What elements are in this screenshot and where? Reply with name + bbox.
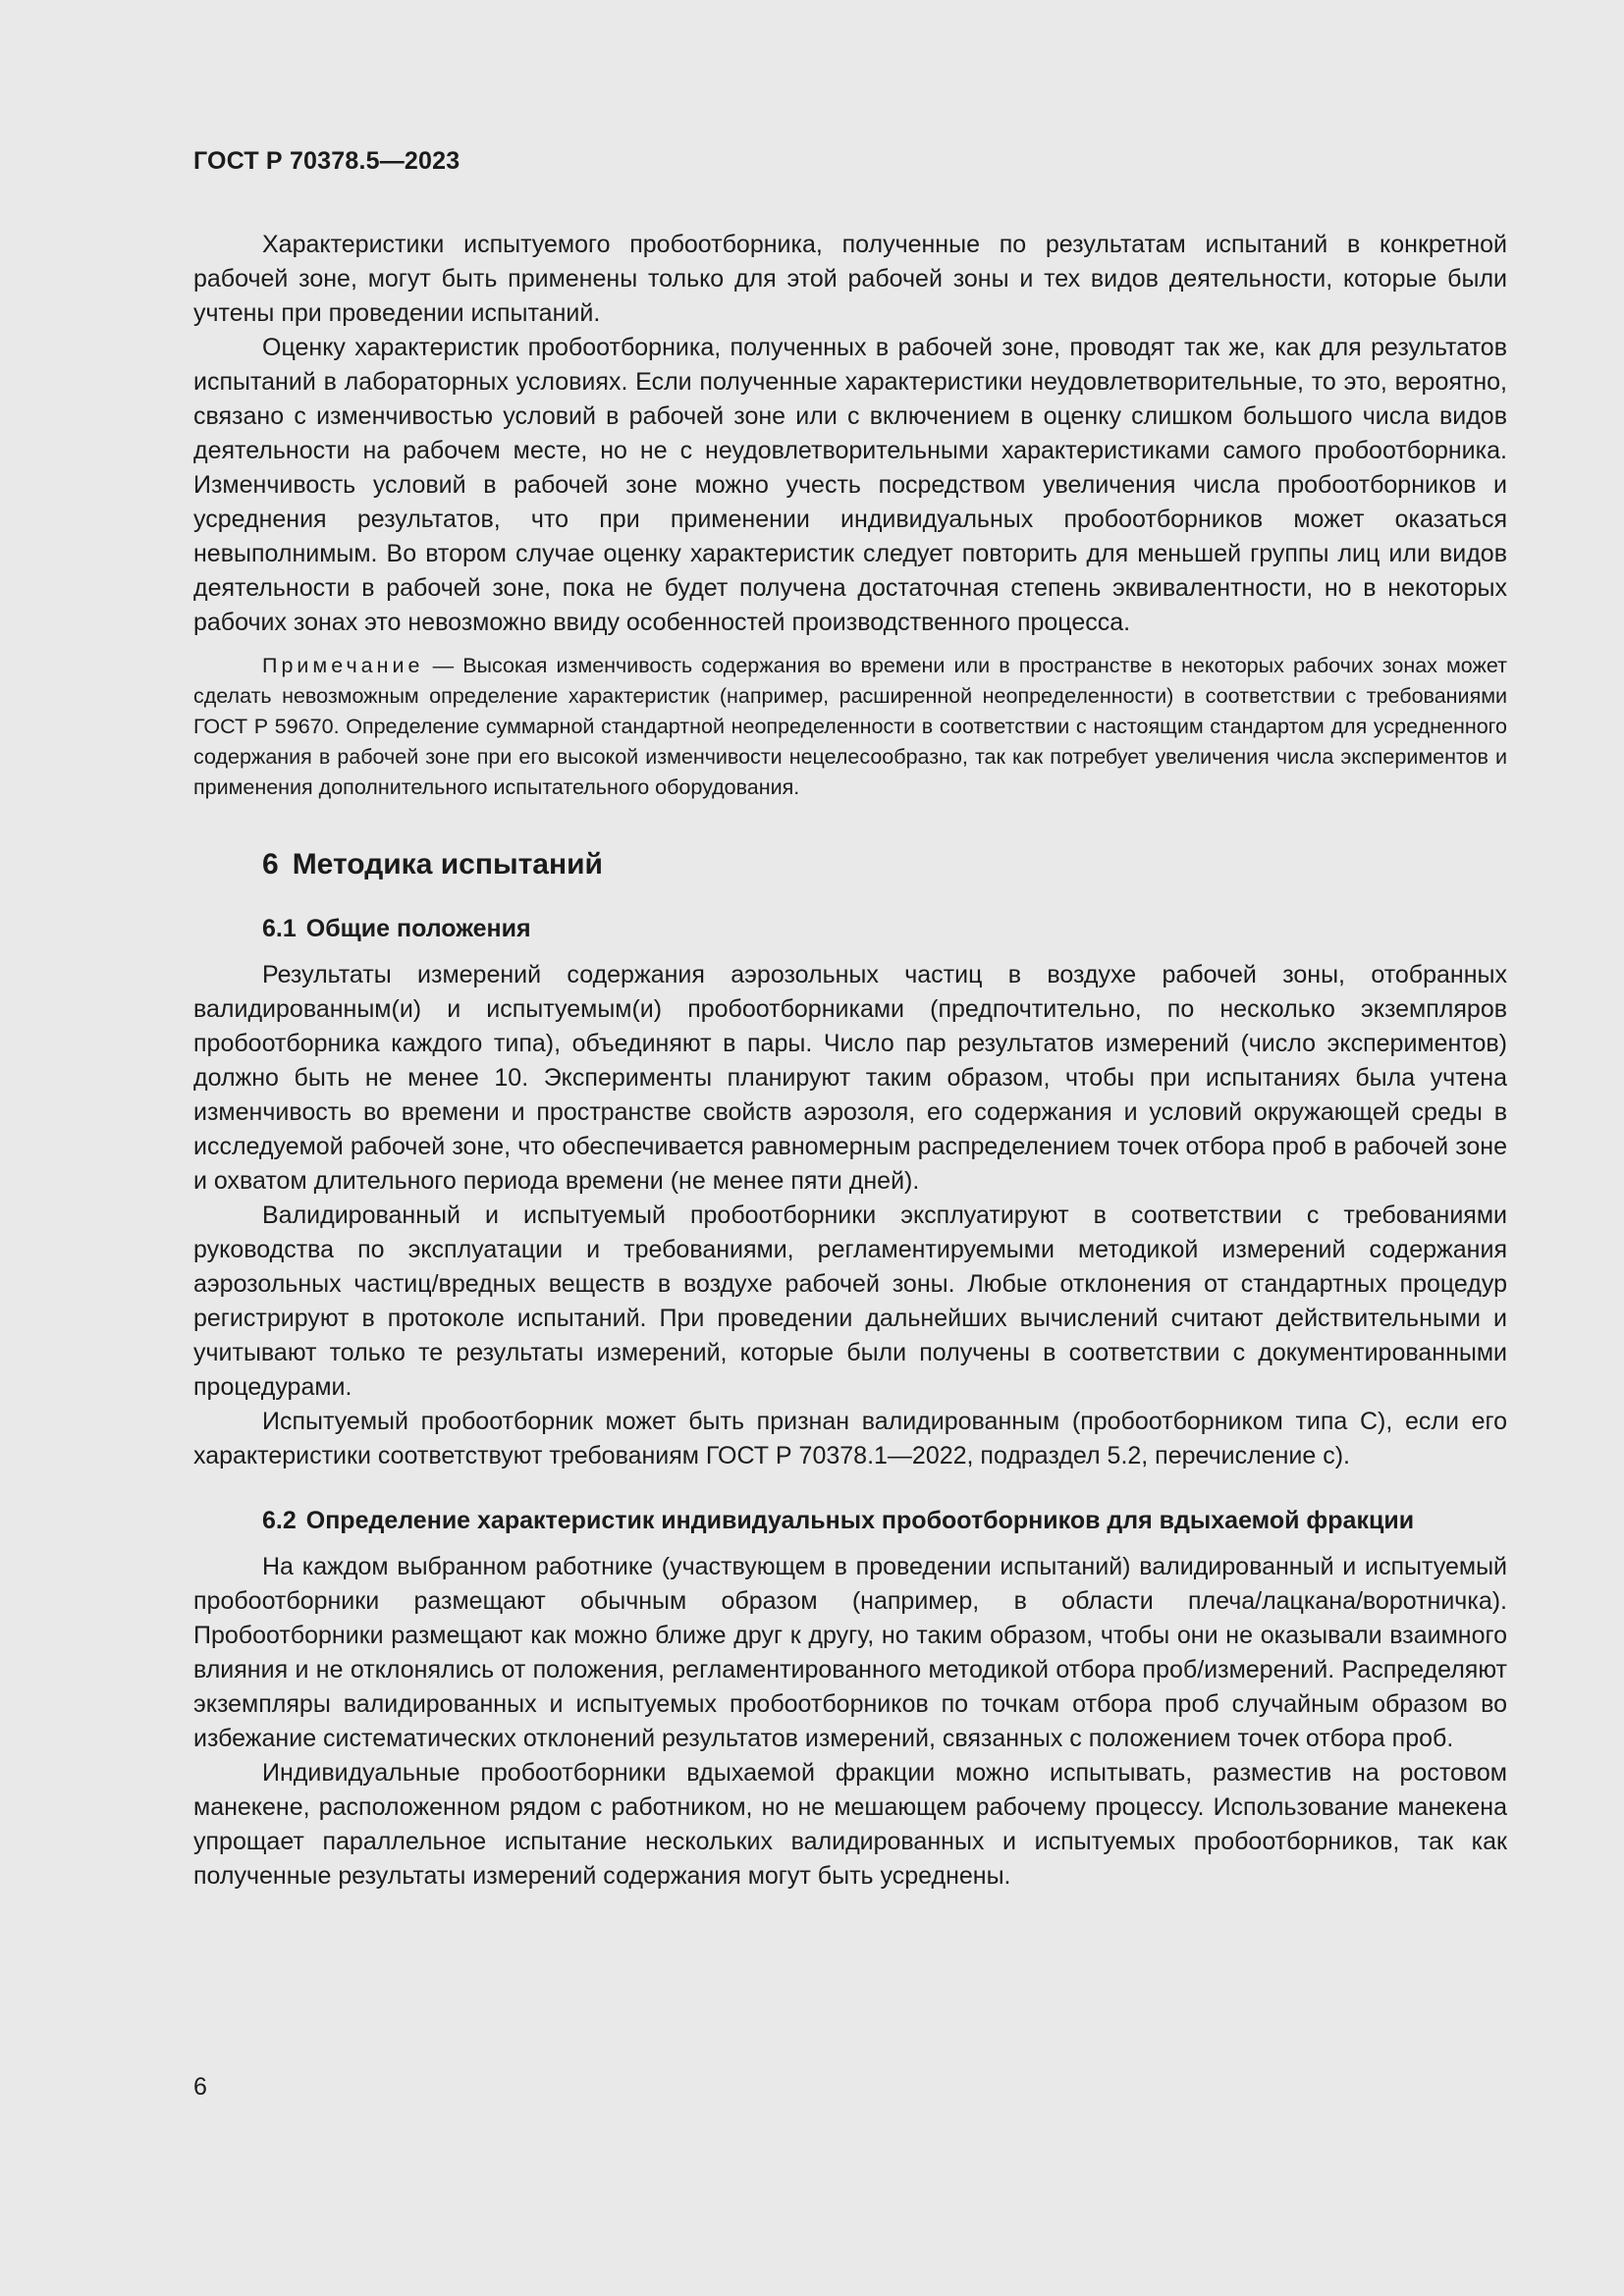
note-label: Примечание [262,654,424,677]
section-heading [262,845,1507,884]
page-content [193,228,1507,1894]
page-number: 6 [193,2073,207,2101]
note-text: — Высокая изменчивость содержания во времени или в пространстве в некоторых рабочих зонах может сделать невозможным определение характеристик (например, расширенной неопределенности) в соответствии с требованиями ГОСТ Р 59670. Определение суммарной стандартной неопределенности в соответствии с настоящим стандартом для усредненного содержания в рабочей зоне при его высокой изменчивости нецелесообразно, так как потребует увеличения числа экспериментов и применения дополнительного испытательного оборудования. [193,654,1507,799]
section-title: Методика испытаний [292,848,603,881]
paragraph: На каждом выбранном работнике (участвующем в проведении испытаний) валидированный и испытуемый пробоотборники размещают обычным образом (например, в области плеча/лацкана/воротничка). Пробоотборники размещают как можно ближе друг к другу, но таким образом, чтобы они не оказывали взаимного влияния и не отклонялись от положения, регламентированного методикой отбора проб/измерений. Распределяют экземпляры валидированных и испытуемых пробоотборников по точкам отбора проб случайным образом во избежание систематических отклонений результатов измерений, связанных с положением точек отбора проб. [193,1553,1507,1752]
paragraph: Индивидуальные пробоотборники вдыхаемой фракции можно испытывать, разместив на ростовом манекене, расположенном рядом с работником, но не мешающем рабочему процессу. Использование манекена упрощает параллельное испытание нескольких валидированных и испытуемых пробоотборников, так как полученные результаты измерений содержания могут быть усреднены. [193,1759,1507,1890]
paragraph: Характеристики испытуемого пробоотборника, полученные по результатам испытаний в конкретной рабочей зоне, могут быть применены только для этой рабочей зоны и тех видов деятельности, которые были учтены при проведении испытаний. [193,231,1507,327]
document-header: ГОСТ Р 70378.5—2023 [193,147,460,175]
note [193,651,1507,803]
paragraph: Валидированный и испытуемый пробоотборники эксплуатируют в соответствии с требованиями руководства по эксплуатации и требованиями, регламентируемыми методикой измерений содержания аэрозольных частиц/вредных веществ в воздухе рабочей зоны. Любые отклонения от стандартных процедур регистрируют в протоколе испытаний. При проведении дальнейших вычислений считают действительными и учитывают только те результаты измерений, которые были получены в соответствии с документированными процедурами. [193,1201,1507,1401]
subsection-heading [262,912,1507,946]
section-number: 6 [262,848,279,881]
subsection-title: Общие положения [305,915,531,942]
paragraph: Оценку характеристик пробоотборника, полученных в рабочей зоне, проводят так же, как для результатов испытаний в лабораторных условиях. Если полученные характеристики неудовлетворительные, то это, вероятно, связано с изменчивостью условий в рабочей зоне или с включением в оценку слишком большого числа видов деятельности на рабочем месте, но не с неудовлетворительными характеристиками самого пробоотборника. Изменчивость условий в рабочей зоне можно учесть посредством увеличения числа пробоотборников и усреднения результатов, что при применении индивидуальных пробоотборников может оказаться невыполнимым. Во втором случае оценку характеристик следует повторить для меньшей группы лиц или видов деятельности в рабочей зоне, пока не будет получена достаточная степень эквивалентности, но в некоторых рабочих зонах это невозможно ввиду особенностей производственного процесса. [193,334,1507,636]
paragraph: Результаты измерений содержания аэрозольных частиц в воздухе рабочей зоны, отобранных валидированным(и) и испытуемым(и) пробоотборниками (предпочтительно, по несколько экземпляров пробоотборника каждого типа), объединяют в пары. Число пар результатов измерений (число экспериментов) должно быть не менее 10. Эксперименты планируют таким образом, чтобы при испытаниях была учтена изменчивость во времени и пространстве свойств аэрозоля, его содержания и условий окружающей среды в исследуемой рабочей зоне, что обеспечивается равномерным распределением точек отбора проб в рабочей зоне и охватом длительного периода времени (не менее пяти дней). [193,961,1507,1195]
paragraph: Испытуемый пробоотборник может быть признан валидированным (пробоотборником типа С), если его характеристики соответствуют требованиям ГОСТ Р 70378.1—2022, подраздел 5.2, перечисление с). [193,1408,1507,1469]
subsection-number: 6.1 [262,915,297,942]
subsection-number: 6.2 [262,1507,297,1534]
subsection-title: Определение характеристик индивидуальных пробоотборников для вдыхаемой фракции [305,1507,1415,1534]
subsection-heading [262,1504,1507,1538]
